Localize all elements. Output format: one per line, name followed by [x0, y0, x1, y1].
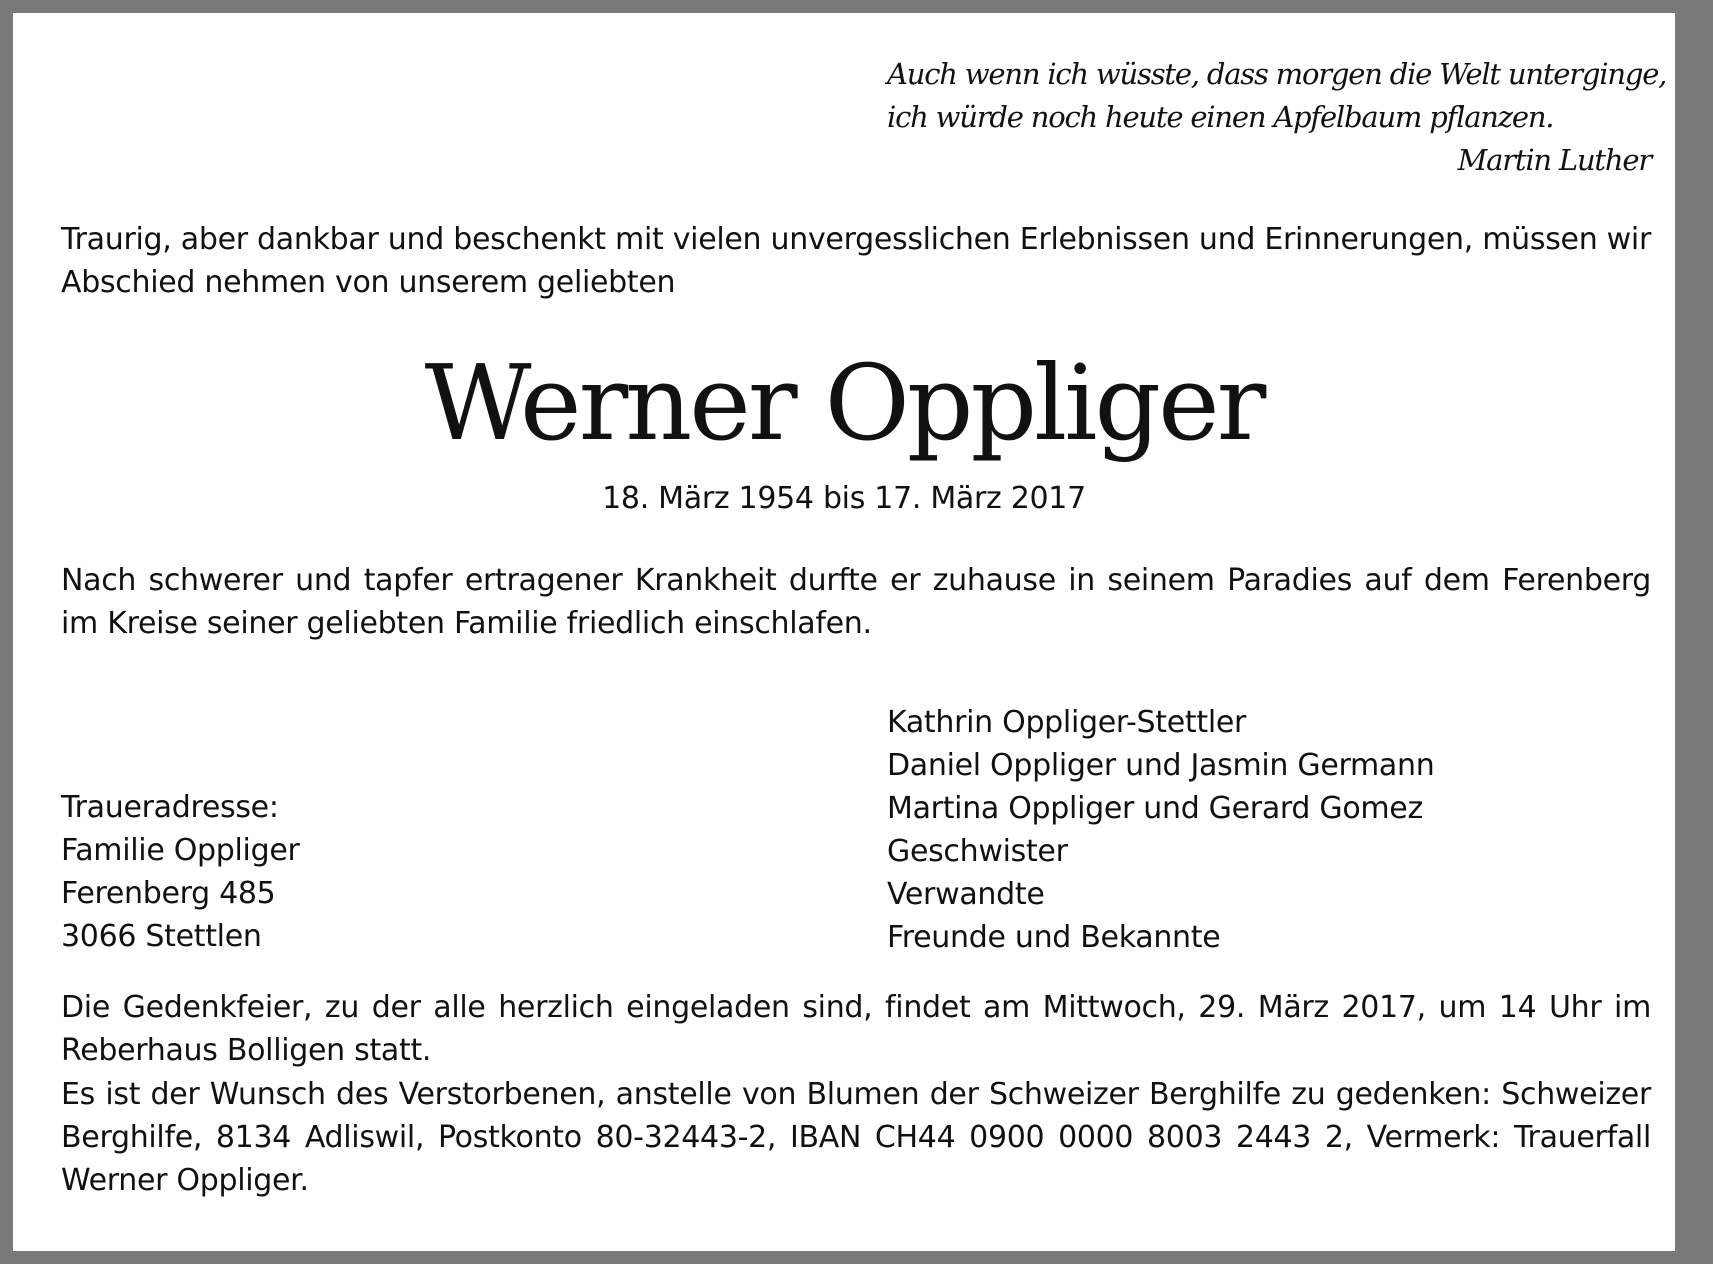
deceased-name: Werner Oppliger [424, 342, 1264, 464]
address-line: Ferenberg 485 [61, 876, 276, 911]
illness-text: Nach schwerer und tapfer ertragener Krankheit durfte er zuhause in seinem Paradies auf dem Ferenberg im Kreise seiner geliebten Familie friedlich einschlafen. [61, 563, 1651, 641]
mourners-list [887, 701, 1657, 959]
mourner-entry: Martina Oppliger und Gerard Gomez [887, 791, 1423, 826]
obituary-page [13, 13, 1675, 1251]
life-dates: 18. März 1954 bis 17. März 2017 [602, 481, 1086, 516]
mourner-entry: Daniel Oppliger und Jasmin Germann [887, 748, 1435, 783]
motto-line-2: ich würde noch heute einen Apfelbaum pflanzen. [887, 100, 1554, 134]
motto-line-1: Auch wenn ich wüsste, dass morgen die Welt unterginge, [887, 57, 1667, 91]
address-heading: Traueradresse: [61, 790, 279, 825]
address-line: 3066 Stettlen [61, 919, 262, 954]
motto-author: Martin Luther [1457, 143, 1651, 177]
mourner-entry: Geschwister [887, 834, 1068, 869]
donation-text: Es ist der Wunsch des Verstorbenen, anstelle von Blumen der Schweizer Berghilfe zu gedenken: Schweizer Berghilfe, 8134 Adliswil, Postkonto 80-32443-2, IBAN CH44 0900 0000 8003 2443 2, Vermerk: Trauerfall Werner Oppliger. [61, 1077, 1651, 1198]
memorial-service-text: Die Gedenkfeier, zu der alle herzlich eingeladen sind, findet am Mittwoch, 29. März 2017, um 14 Uhr im Reberhaus Bolligen statt. [61, 990, 1651, 1068]
mourner-entry: Freunde und Bekannte [887, 920, 1221, 955]
intro-text: Traurig, aber dankbar und beschenkt mit vielen unvergesslichen Erlebnissen und Erinnerungen, müssen wir Abschied nehmen von unserem geliebten [61, 222, 1651, 300]
motto-quote [887, 53, 1667, 182]
mourning-address [61, 786, 661, 958]
mourner-entry: Kathrin Oppliger-Stettler [887, 705, 1247, 740]
address-line: Familie Oppliger [61, 833, 300, 868]
mourner-entry: Verwandte [887, 877, 1045, 912]
